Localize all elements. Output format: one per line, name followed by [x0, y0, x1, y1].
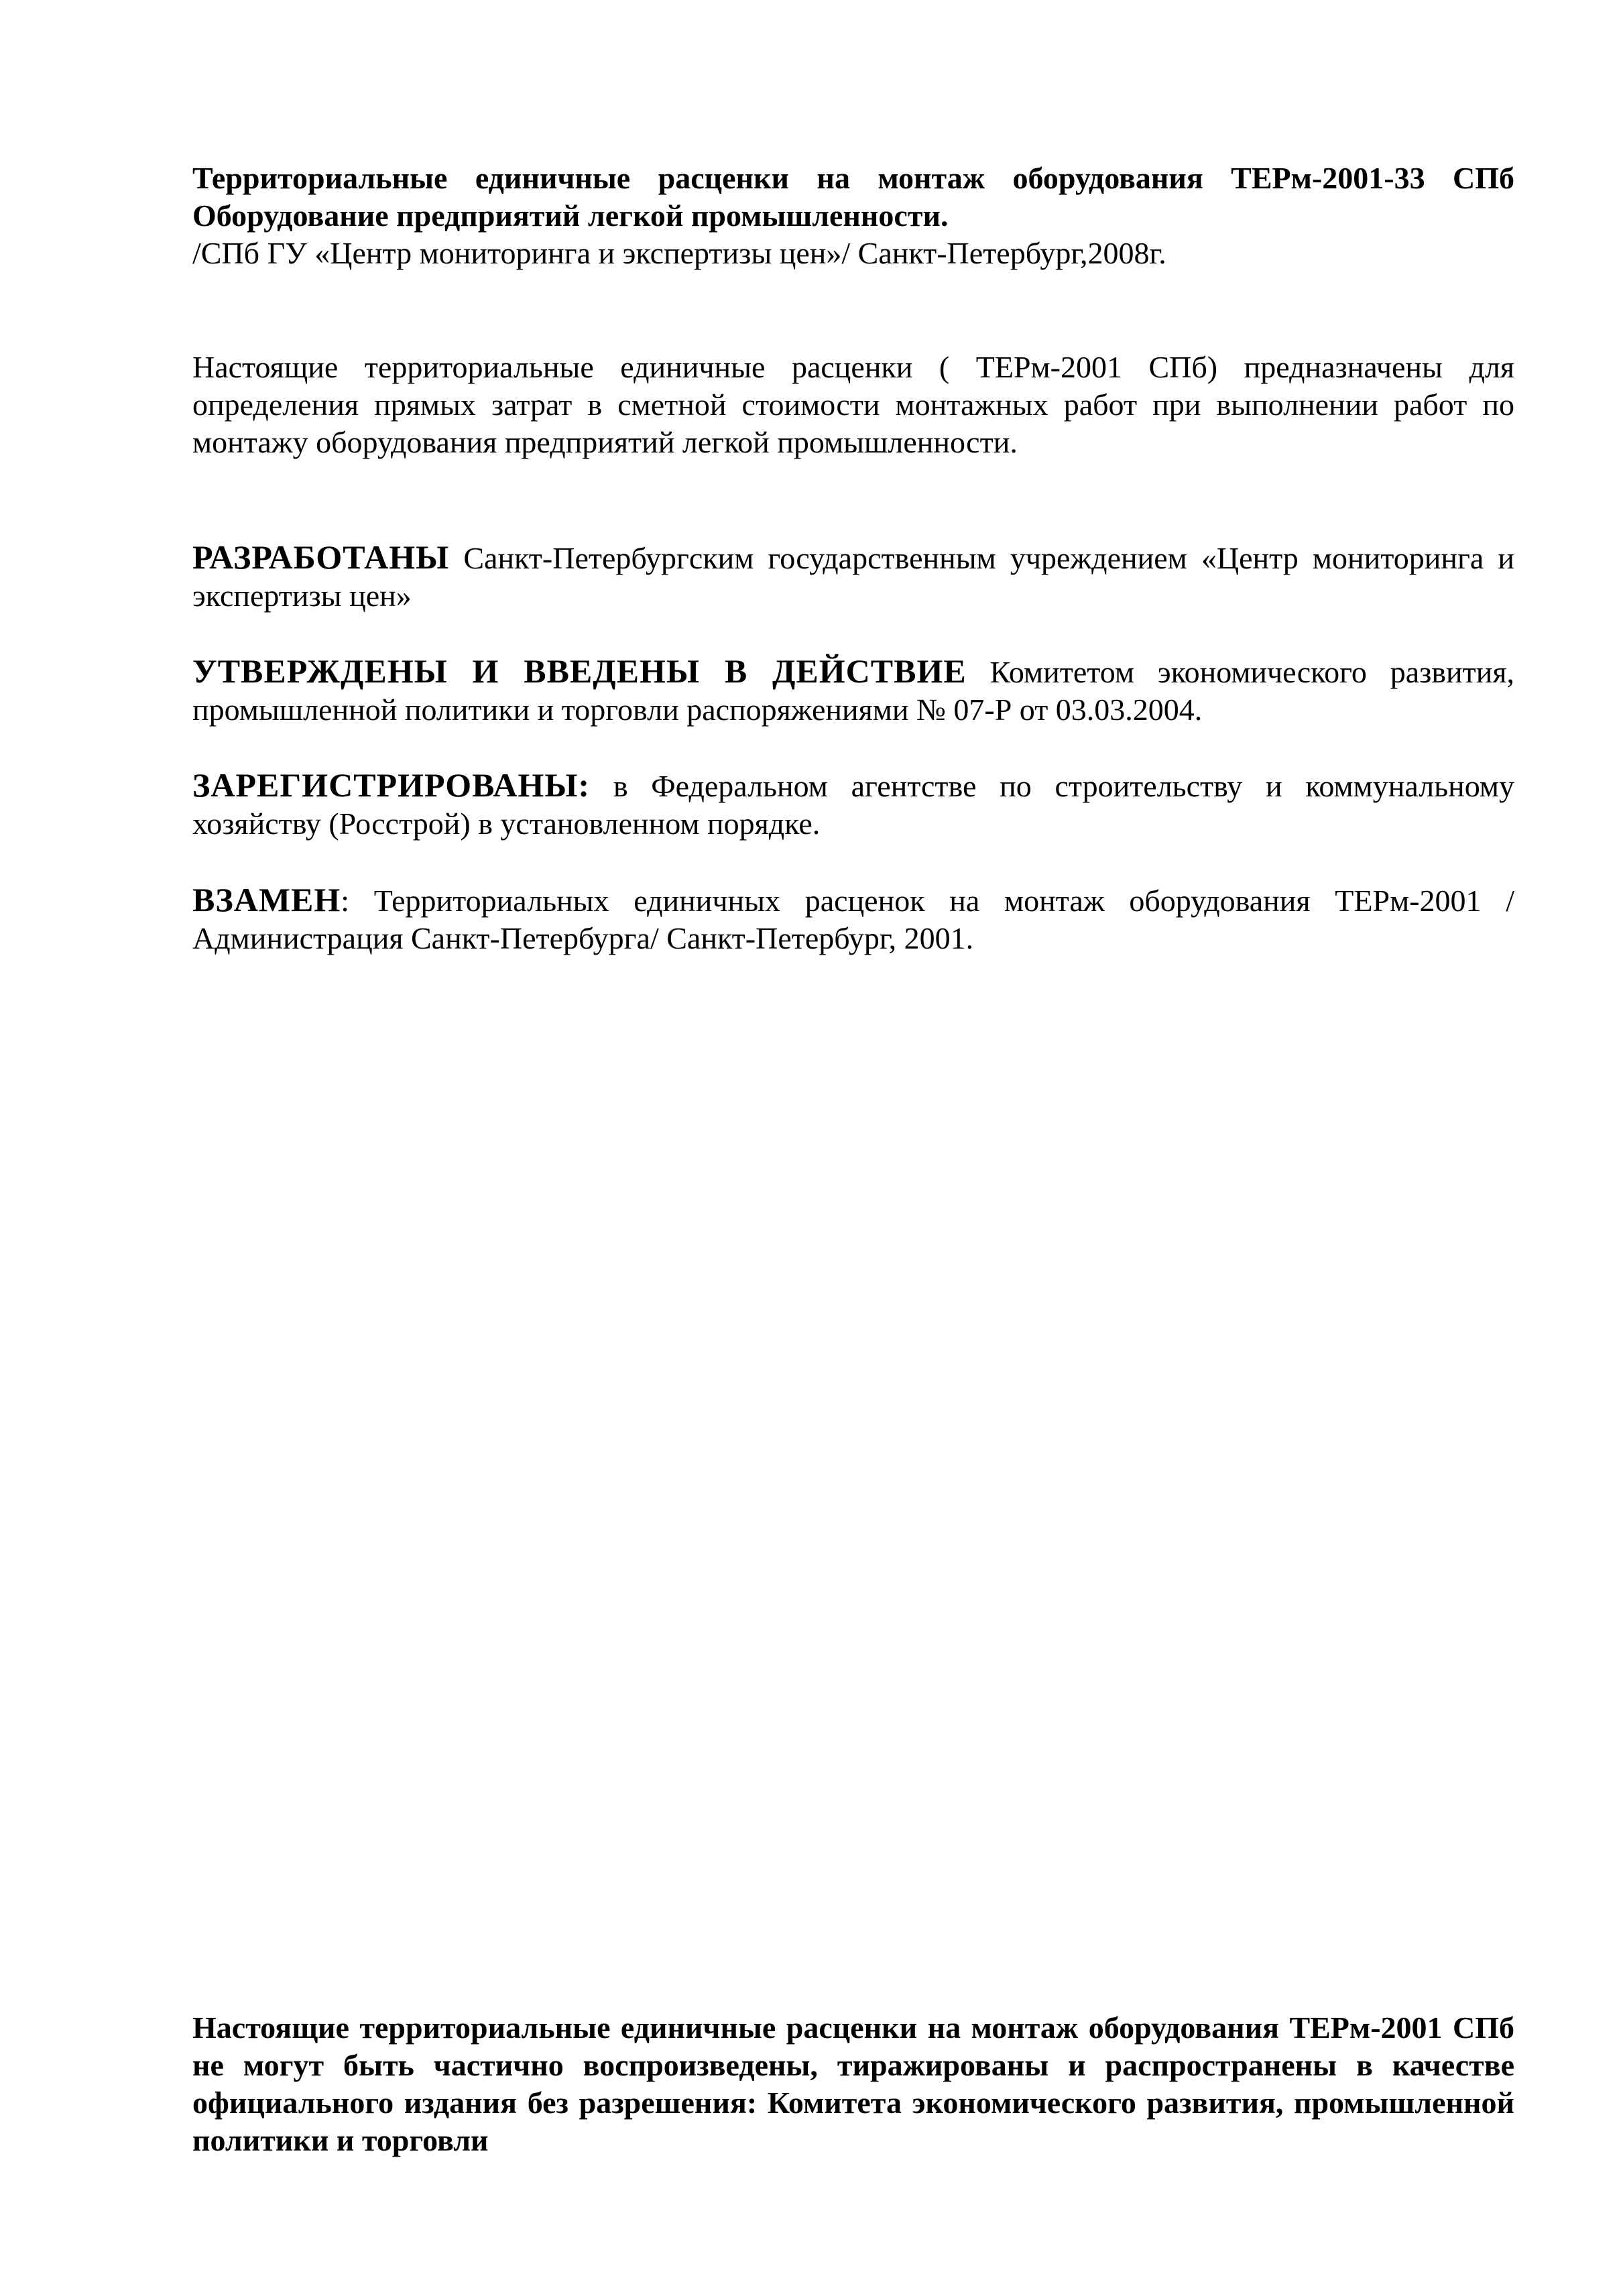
- copyright-text: Настоящие территориальные единичные расценки на монтаж оборудования ТЕРм-2001 СПб не могут быть частично воспроизведены, тиражированы и распространены в качестве официального издания без разрешения: Комитета экономического развития, промышленной политики и торговли: [192, 2010, 1514, 2157]
- intro-text: Настоящие территориальные единичные расценки ( ТЕРм-2001 СПб) предназначены для определения прямых затрат в сметной стоимости монтажных работ при выполнении работ по монтажу оборудования предприятий легкой промышленности.: [192, 350, 1514, 459]
- replaces-clause: [192, 881, 1514, 957]
- developed-text: Санкт-Петербургским государственным учреждением «Центр мониторинга и экспертизы цен»: [192, 541, 1514, 613]
- replaces-text: : Территориальных единичных расценок на монтаж оборудования ТЕРм-2001 /Администрация Санкт-Петербурга/ Санкт-Петербург, 2001.: [192, 884, 1514, 955]
- developed-label: РАЗРАБОТАНЫ: [192, 538, 450, 576]
- intro-paragraph: [192, 349, 1514, 461]
- registered-clause: [192, 766, 1514, 843]
- approved-label: УТВЕРЖДЕНЫ И ВВЕДЕНЫ В ДЕЙСТВИЕ: [192, 652, 967, 690]
- copyright-notice: [192, 2009, 1514, 2159]
- approved-text: Комитетом экономического развития, промышленной политики и торговли распоряжениями № 07-Р от 03.03.2004.: [192, 655, 1515, 727]
- developed-clause: [192, 538, 1514, 615]
- title-block: [192, 160, 1514, 272]
- document-title-line-1: Территориальные единичные расценки на монтаж оборудования ТЕРм-2001-33 СПб: [192, 161, 1514, 195]
- publisher-line: /СПб ГУ «Центр мониторинга и экспертизы цен»/ Санкт-Петербург,2008г.: [192, 236, 1166, 270]
- replaces-label: ВЗАМЕН: [192, 881, 341, 918]
- registered-label: ЗАРЕГИСТРИРОВАНЫ:: [192, 766, 591, 804]
- approved-clause: [192, 652, 1514, 729]
- registered-text: в Федеральном агентстве по строительству и коммунальному хозяйству (Росстрой) в установленном порядке.: [192, 769, 1514, 841]
- document-title-line-2: Оборудование предприятий легкой промышленности.: [192, 198, 949, 233]
